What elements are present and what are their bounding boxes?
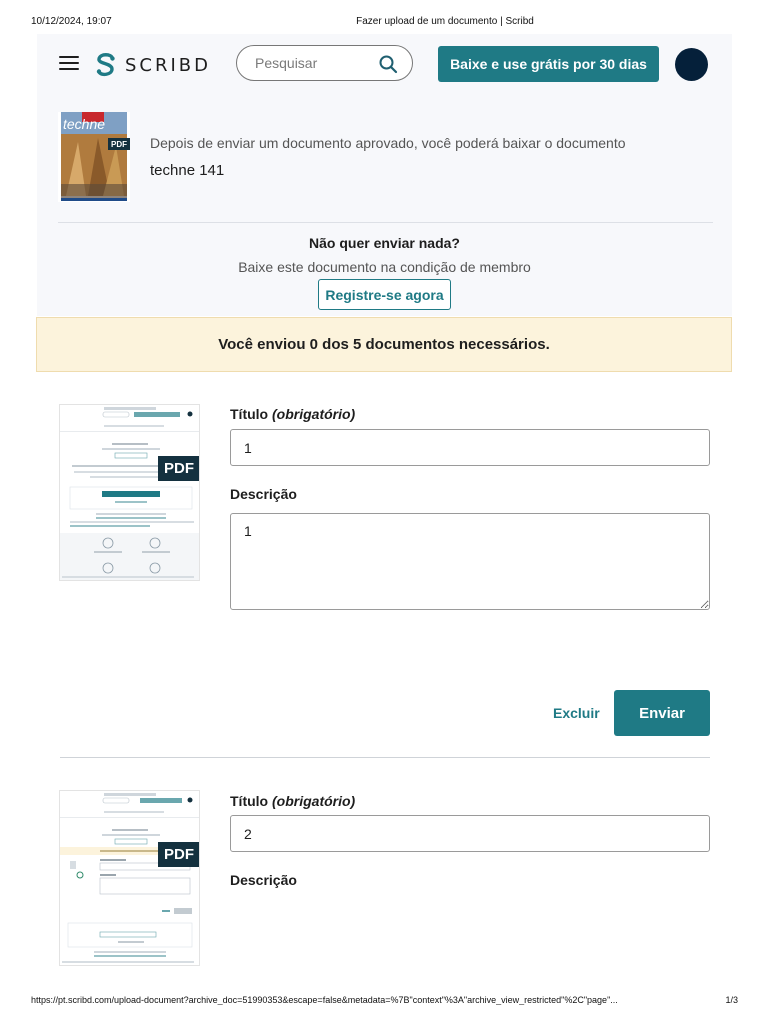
logo-text: SCRIBD [125, 54, 212, 76]
print-header [0, 16, 768, 32]
user-avatar[interactable] [675, 48, 708, 81]
search-icon[interactable] [378, 54, 398, 74]
title-label-text: Título [230, 406, 269, 422]
description-label-1: Descrição [230, 486, 297, 502]
info-message: Depois de enviar um documento aprovado, você poderá baixar o documento [150, 135, 626, 151]
menu-icon[interactable] [59, 56, 79, 70]
top-nav-bar [37, 34, 732, 94]
pdf-badge: PDF [108, 138, 130, 150]
print-url: https://pt.scribd.com/upload-document?archive_doc=51990353&escape=false&metadata=%7B"context"%3A"archive_view_restricted"%2C"page"... [31, 995, 618, 1005]
techne-cover-image [58, 112, 130, 202]
print-page-number: 1/3 [725, 995, 738, 1005]
pdf-badge: PDF [158, 842, 200, 867]
download-info-panel [37, 94, 732, 316]
title-label-text: Título [230, 793, 269, 809]
page-preview-2 [60, 791, 200, 966]
svg-text:techne: techne [63, 116, 106, 132]
title-label-1 [230, 406, 355, 422]
description-label-2: Descrição [230, 872, 297, 888]
scribd-logo-icon [95, 52, 117, 78]
required-hint: (obrigatório) [272, 406, 356, 422]
upload-divider [60, 757, 710, 758]
no-upload-question: Não quer enviar nada? [309, 235, 460, 251]
divider [58, 222, 713, 223]
title-input-1[interactable] [230, 429, 710, 466]
search-input[interactable] [253, 54, 367, 72]
title-input-2[interactable] [230, 815, 710, 852]
free-trial-button[interactable]: Baixe e use grátis por 30 dias [438, 46, 659, 82]
member-download-text: Baixe este documento na condição de membro [238, 259, 531, 275]
page-preview-1 [60, 405, 200, 581]
title-label-2 [230, 793, 355, 809]
print-datetime: 10/12/2024, 19:07 [31, 16, 112, 27]
delete-button[interactable]: Excluir [553, 705, 600, 721]
print-doc-title: Fazer upload de um documento | Scribd [356, 16, 534, 27]
document-name: techne 141 [150, 162, 225, 179]
document-thumbnail [58, 112, 130, 202]
scribd-logo[interactable] [95, 50, 211, 80]
required-hint: (obrigatório) [272, 793, 356, 809]
upload-thumbnail-1 [59, 404, 200, 581]
search-box[interactable] [236, 45, 413, 81]
register-button[interactable]: Registre-se agora [318, 279, 451, 310]
submit-button[interactable]: Enviar [614, 690, 710, 736]
upload-thumbnail-2 [59, 790, 200, 966]
print-footer [0, 995, 768, 1011]
upload-progress-notice [36, 317, 732, 372]
pdf-badge: PDF [158, 456, 200, 481]
description-textarea-1[interactable] [230, 513, 710, 610]
notice-text: Você enviou 0 dos 5 documentos necessários. [218, 336, 550, 353]
